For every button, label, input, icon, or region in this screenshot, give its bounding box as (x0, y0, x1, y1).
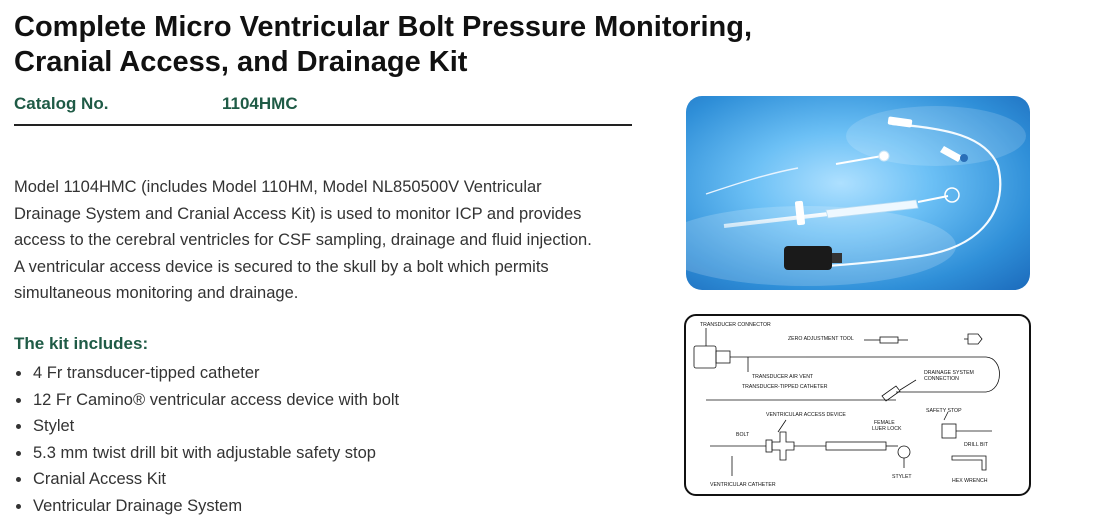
kit-item: Stylet (14, 413, 399, 440)
label-transducer-connector: TRANSDUCER CONNECTOR (700, 322, 771, 328)
kit-list (14, 360, 399, 520)
catalog-label: Catalog No. (14, 94, 109, 113)
component-diagram-svg (686, 316, 1029, 494)
label-stylet: STYLET (892, 474, 912, 480)
label-drainage-connection: CONNECTION (924, 376, 959, 382)
label-ventricular-access-device: VENTRICULAR ACCESS DEVICE (766, 412, 846, 418)
catalog-number: 1104HMC (222, 94, 298, 113)
label-safety-stop: SAFETY STOP (926, 408, 962, 414)
kit-item: 4 Fr transducer-tipped catheter (14, 360, 399, 387)
label-transducer-air-vent: TRANSDUCER AIR VENT (752, 374, 814, 380)
catalog-row (14, 94, 632, 126)
label-hex-wrench: HEX WRENCH (952, 478, 988, 484)
label-drill-bit: DRILL BIT (964, 442, 989, 448)
description-line: A ventricular access device is secured to the skull by a bolt which permits (14, 257, 549, 276)
label-ventricular-catheter: VENTRICULAR CATHETER (710, 482, 776, 488)
label-zero-adjustment-tool: ZERO ADJUSTMENT TOOL (788, 336, 854, 342)
kit-item: Cranial Access Kit (14, 466, 399, 493)
page-title (14, 10, 854, 80)
product-description (14, 174, 644, 307)
label-luer-lock: LUER LOCK (872, 426, 902, 432)
product-photo-svg (686, 96, 1030, 290)
label-drainage-system: DRAINAGE SYSTEM (924, 370, 974, 376)
description-line: simultaneous monitoring and drainage. (14, 284, 299, 302)
kit-item: 12 Fr Camino® ventricular access device with bolt (14, 387, 399, 414)
title-line-1: Complete Micro Ventricular Bolt Pressure Monitoring, (14, 11, 753, 43)
kit-heading: The kit includes: (14, 334, 149, 353)
kit-item: Ventricular Drainage System (14, 493, 399, 520)
component-diagram (684, 314, 1031, 496)
description-line: Drainage System and Cranial Access Kit) is used to monitor ICP and provides (14, 204, 582, 223)
label-female: FEMALE (874, 420, 895, 426)
kit-item: 5.3 mm twist drill bit with adjustable safety stop (14, 440, 399, 467)
description-line: access to the cerebral ventricles for CSF sampling, drainage and fluid injection. (14, 231, 592, 249)
product-photo (686, 96, 1030, 290)
description-line: Model 1104HMC (includes Model 110HM, Model NL850500V Ventricular (14, 178, 542, 196)
label-transducer-tipped-catheter: TRANSDUCER-TIPPED CATHETER (742, 384, 828, 390)
label-bolt: BOLT (736, 432, 750, 438)
title-line-2: Cranial Access, and Drainage Kit (14, 46, 468, 78)
